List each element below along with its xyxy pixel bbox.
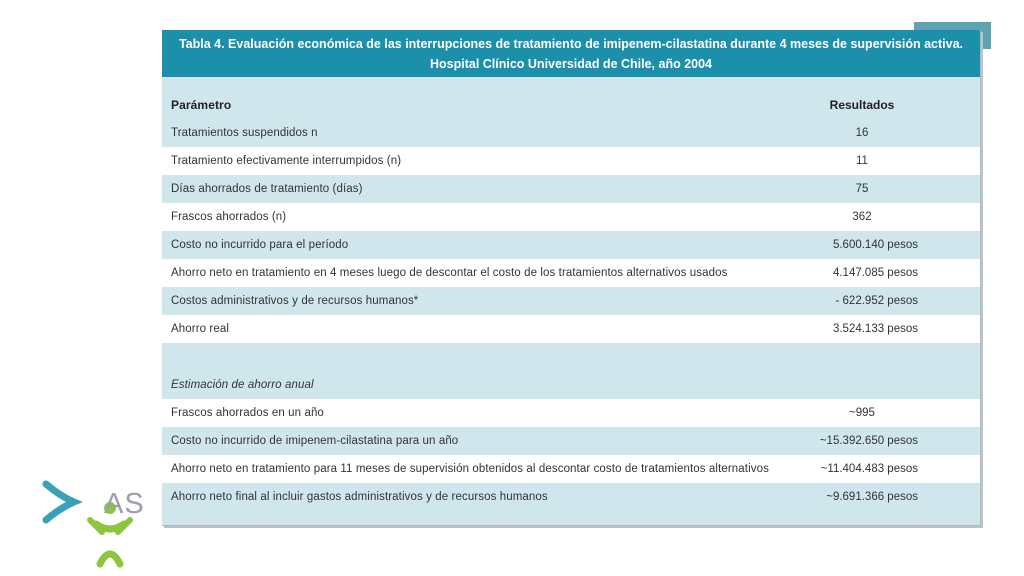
row-param: Costo no incurrido para el período xyxy=(171,239,349,251)
row-result: 11 xyxy=(856,155,868,167)
row-param: Frascos ahorrados en un año xyxy=(171,407,324,419)
table-row xyxy=(162,175,980,203)
row-result: 16 xyxy=(855,127,869,139)
row-param: Ahorro neto final al incluir gastos administrativos y de recursos humanos xyxy=(171,491,548,503)
section-title: Estimación de ahorro anual xyxy=(171,379,314,391)
header-result: Resultados xyxy=(829,98,895,112)
row-result: ~15.392.650 pesos xyxy=(819,435,918,447)
row-result: ~11.404.483 pesos xyxy=(820,463,918,475)
table-row xyxy=(162,231,980,259)
table-row xyxy=(162,147,980,175)
row-result: 362 xyxy=(852,211,872,223)
table-row xyxy=(162,287,980,315)
row-param: Costos administrativos y de recursos humanos* xyxy=(171,295,419,307)
row-param: Ahorro neto en tratamiento para 11 meses de supervisión obtenidos al descontar costo de tratamientos alternativos xyxy=(171,463,769,475)
table-title-line2: Hospital Clínico Universidad de Chile, año 2004 xyxy=(429,57,713,71)
row-param: Días ahorrados de tratamiento (días) xyxy=(171,183,363,195)
table-title-line1: Tabla 4. Evaluación económica de las interrupciones de tratamiento de imipenem-cilastatina durante 4 meses de supervisión activa. xyxy=(178,37,964,51)
row-param: Ahorro neto en tratamiento en 4 meses luego de descontar el costo de los tratamientos alternativos usados xyxy=(171,267,728,279)
section-title-row xyxy=(162,371,980,399)
table-row xyxy=(162,119,980,147)
logo-text: AS xyxy=(104,488,145,520)
table-row xyxy=(162,315,980,343)
row-result: - 622.952 pesos xyxy=(835,295,918,307)
row-param: Costo no incurrido de imipenem-cilastatina para un año xyxy=(171,435,459,447)
table-row xyxy=(162,427,980,455)
table-header-row xyxy=(162,91,980,119)
table-row xyxy=(162,455,980,483)
row-result: 3.524.133 pesos xyxy=(832,323,918,335)
table-row xyxy=(162,259,980,287)
row-param: Ahorro real xyxy=(171,323,229,335)
row-param: Frascos ahorrados (n) xyxy=(171,211,287,223)
table-row xyxy=(162,483,980,511)
economic-evaluation-table xyxy=(162,30,981,526)
table-row xyxy=(162,203,980,231)
row-result: 75 xyxy=(855,183,869,195)
row-result: ~9.691.366 pesos xyxy=(826,491,918,503)
row-param: Tratamientos suspendidos n xyxy=(171,127,318,139)
row-result: 4.147.085 pesos xyxy=(832,267,918,279)
header-param: Parámetro xyxy=(171,98,232,112)
table-title xyxy=(162,30,980,77)
row-result: 5.600.140 pesos xyxy=(832,239,918,251)
table-row xyxy=(162,399,980,427)
row-param: Tratamiento efectivamente interrumpidos (n) xyxy=(171,155,402,167)
logo-figure-icon xyxy=(40,472,165,572)
row-result: ~995 xyxy=(849,407,875,419)
